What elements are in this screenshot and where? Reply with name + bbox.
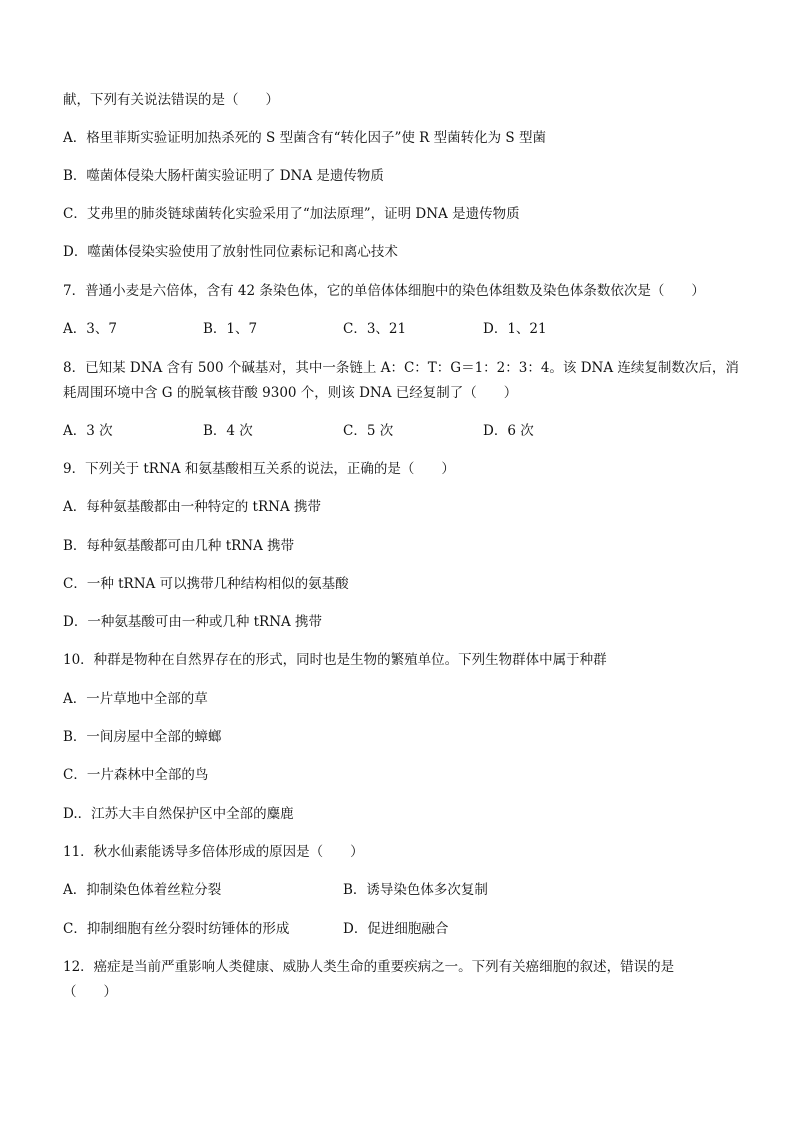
q10-option-d: D.．江苏大丰自然保护区中全部的麋鹿 bbox=[63, 806, 294, 822]
q11-option-d: D．促进细胞融合 bbox=[343, 921, 449, 937]
q12-stem-line2: （ ） bbox=[63, 984, 117, 1000]
q10-option-b: B．一间房屋中全部的蟑螂 bbox=[63, 729, 222, 745]
q9-option-a: A．每种氨基酸都由一种特定的 tRNA 携带 bbox=[63, 499, 321, 515]
q8-option-d: D．6 次 bbox=[483, 423, 534, 439]
q11-option-c: C．抑制细胞有丝分裂时纺锤体的形成 bbox=[63, 921, 290, 937]
q9-option-d: D．一种氨基酸可由一种或几种 tRNA 携带 bbox=[63, 614, 323, 630]
q6-option-d: D．噬菌体侵染实验使用了放射性同位素标记和离心技术 bbox=[63, 244, 398, 260]
q6-stem-tail: 献，下列有关说法错误的是（ ） bbox=[63, 92, 279, 108]
q6-option-b: B．噬菌体侵染大肠杆菌实验证明了 DNA 是遗传物质 bbox=[63, 168, 384, 184]
q9-stem: 9．下列关于 tRNA 和氨基酸相互关系的说法，正确的是（ ） bbox=[63, 461, 455, 477]
q7-option-a: A．3、7 bbox=[63, 321, 117, 337]
q6-option-c: C．艾弗里的肺炎链球菌转化实验采用了“加法原理”，证明 DNA 是遗传物质 bbox=[63, 206, 520, 222]
q10-option-a: A．一片草地中全部的草 bbox=[63, 691, 208, 707]
q11-stem: 11．秋水仙素能诱导多倍体形成的原因是（ ） bbox=[63, 844, 364, 860]
q8-option-c: C．5 次 bbox=[343, 423, 394, 439]
q11-option-b: B．诱导染色体多次复制 bbox=[343, 882, 488, 898]
q8-option-a: A．3 次 bbox=[63, 423, 113, 439]
q6-option-a: A．格里菲斯实验证明加热杀死的 S 型菌含有“转化因子”使 R 型菌转化为 S 型菌 bbox=[63, 130, 546, 146]
q10-stem: 10．种群是物种在自然界存在的形式，同时也是生物的繁殖单位。下列生物群体中属于种群 bbox=[63, 652, 607, 668]
q7-option-d: D．1、21 bbox=[483, 321, 547, 337]
q12-stem-line1: 12．癌症是当前严重影响人类健康、威胁人类生命的重要疾病之一。下列有关癌细胞的叙述，错误的是 bbox=[63, 959, 675, 975]
q8-stem-line2: 耗周围环境中含 G 的脱氧核苷酸 9300 个，则该 DNA 已经复制了（ ） bbox=[63, 385, 518, 401]
q9-option-c: C．一种 tRNA 可以携带几种结构相似的氨基酸 bbox=[63, 576, 349, 592]
q8-option-b: B．4 次 bbox=[203, 423, 253, 439]
q9-option-b: B．每种氨基酸都可由几种 tRNA 携带 bbox=[63, 538, 295, 554]
q7-option-c: C．3、21 bbox=[343, 321, 407, 337]
q8-stem-line1: 8．已知某 DNA 含有 500 个碱基对，其中一条链上 A：C：T：G＝1：2：3：4。该 DNA 连续复制数次后，消 bbox=[63, 360, 739, 376]
q7-stem: 7．普通小麦是六倍体，含有 42 条染色体，它的单倍体体细胞中的染色体组数及染色体条数依次是（ ） bbox=[63, 283, 705, 299]
q10-option-c: C．一片森林中全部的鸟 bbox=[63, 767, 209, 783]
q11-option-a: A．抑制染色体着丝粒分裂 bbox=[63, 882, 222, 898]
q7-option-b: B．1、7 bbox=[203, 321, 258, 337]
